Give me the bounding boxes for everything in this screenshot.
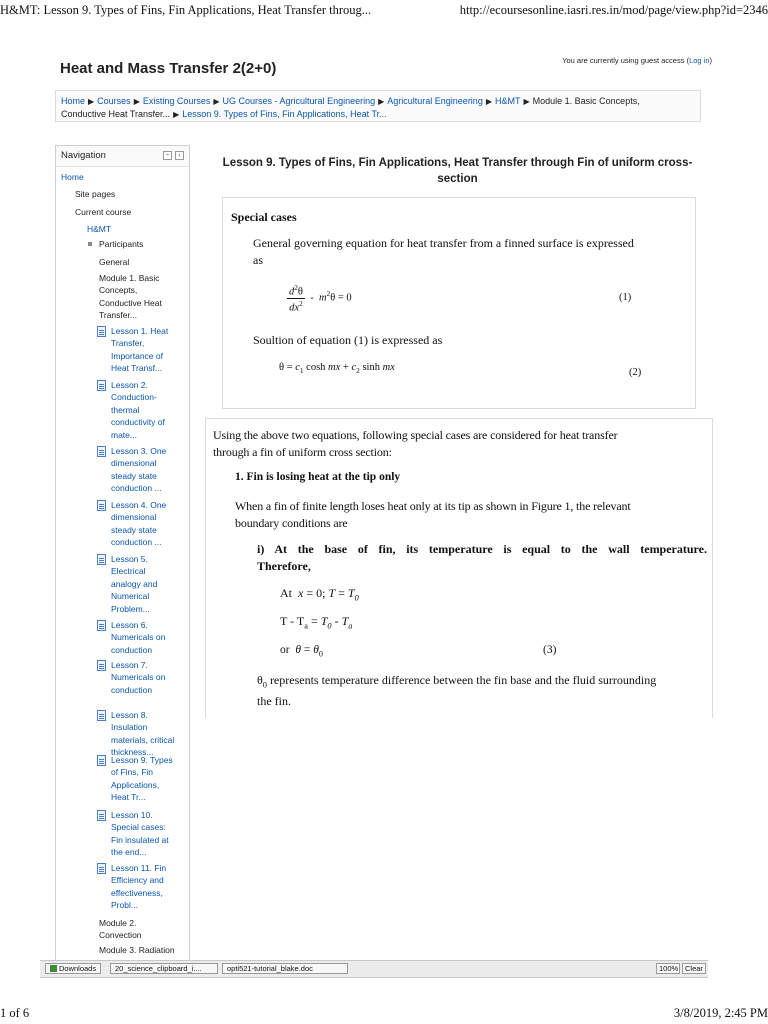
page-icon [97,500,106,511]
nav-lesson-11[interactable] [111,862,166,912]
special-cases-box [222,197,696,409]
breadcrumb: Home ▶ Courses ▶ Existing Courses ▶ UG Courses - Agricultural Engineering ▶ Agricultural Engineering ▶ H&MT ▶ Module 1. Basic Concepts, Conductive Heat Transfer... ▶ Lesson 9. Types of Fins, Fin Applications, Heat Tr... [55,90,701,122]
nav-lesson-1-line: Lesson 1. Heat [111,326,169,336]
bullet-icon [88,242,92,246]
print-datetime: 3/8/2019, 2:45 PM [673,1006,768,1020]
page-count: 1 of 6 [0,1006,30,1020]
case-1-heading: 1. Fin is losing heat at the tip only [235,471,401,483]
nav-module-3-line: Module 3. Radiation [99,945,175,955]
nav-lesson-2-line: thermal [111,404,140,415]
nav-lesson-5[interactable] [111,553,157,615]
login-info: You are currently using guest access (Log in) [562,56,712,65]
nav-module-1-line: Concepts, [99,285,138,296]
case-box [205,418,713,718]
nav-lesson-10-line: Fin insulated at [111,834,169,845]
nav-lesson-10-line: Special cases: [111,822,166,833]
nav-lesson-11-line: Lesson 11. Fin [111,863,167,873]
nav-lesson-2-line: Conduction- [111,392,157,403]
nav-lesson-5-line: analogy and [111,578,158,589]
page-icon [97,326,106,337]
nav-lesson-8-line: thickness... [111,747,154,758]
nav-lesson-9[interactable] [111,754,173,804]
navigation-title: Navigation [61,150,106,161]
breadcrumb-courses[interactable]: Courses [97,96,131,106]
equation-1-number: (1) [619,292,632,303]
nav-lesson-7-line: Numericals on [111,672,166,683]
nav-lesson-5-line: Electrical [111,566,146,577]
nav-lesson-11-line: Probl... [111,900,138,911]
page-icon [97,710,106,721]
nav-lesson-8-line: Lesson 8. [111,710,148,720]
nav-site-pages-line: Site pages [75,189,116,199]
nav-lesson-11-line: effectiveness, [111,887,163,898]
nav-lesson-7-line: Lesson 7. [111,660,148,670]
using-equations-text: Using the above two equations, following special cases are considered for heat transfer through a fin of uniform cross section: [213,428,618,459]
nav-participants[interactable] [99,238,143,250]
downloads-button[interactable]: Downloads [45,963,101,974]
nav-site-pages[interactable] [75,188,115,200]
nav-lesson-1[interactable] [111,325,168,375]
nav-current-course-line: Current course [75,207,132,217]
page-icon [97,554,106,565]
nav-module-2-line: Convection [99,930,142,941]
nav-lesson-2[interactable] [111,379,165,441]
navigation-block [55,145,190,960]
clear-button[interactable]: Clear [682,963,706,974]
nav-lesson-8-line: materials, critical [111,734,175,745]
nav-lesson-2-line: Lesson 2. [111,380,148,390]
page-icon [97,380,106,391]
site-title: Heat and Mass Transfer 2(2+0) [60,60,277,77]
zoom-level[interactable]: 100% [656,963,680,974]
nav-lesson-10[interactable] [111,809,169,859]
nav-general[interactable] [99,256,129,268]
page-icon [97,755,106,766]
nav-lesson-3-line: conduction ... [111,483,162,494]
nav-general-line: General [99,257,130,267]
nav-module-1-line: Transfer... [99,310,137,321]
breadcrumb-hmt[interactable]: H&MT [494,96,521,106]
breadcrumb-existing-courses[interactable]: Existing Courses [142,96,211,106]
nav-module-2[interactable] [99,917,142,942]
minimize-icon[interactable]: − [163,151,172,160]
download-item-clipboard[interactable]: 20_science_clipboard_i.... [110,963,218,974]
breadcrumb-agricultural-engineering[interactable]: Agricultural Engineering [387,96,483,106]
nav-lesson-1-line: Heat Transf... [111,363,163,374]
nav-module-1-line: Module 1. Basic [99,273,160,283]
page-icon [97,446,106,457]
nav-lesson-4[interactable] [111,499,166,549]
nav-lesson-6[interactable] [111,619,165,656]
nav-lesson-4-line: conduction ... [111,537,162,548]
nav-module-1-line: Conductive Heat [99,297,162,308]
theta-description: $\theta_0$ represents temperature difference between the fin base and the fluid surrounding the fin. [257,673,657,709]
print-header [0,3,768,21]
downloads-bar [40,960,708,978]
download-item-tutorial[interactable]: opti521-tutorial_blake.doc [222,963,348,974]
equation-2: $\theta = c_1$ cosh mx + $c_2$ sinh mx [279,362,395,376]
nav-lesson-3[interactable] [111,445,166,495]
download-icon [50,965,57,972]
case-1-description: When a fin of finite length loses heat only at its tip as shown in Figure 1, the relevant boundary conditions are [235,499,631,530]
equation-2-number: (2) [629,367,642,378]
nav-lesson-4-line: dimensional [111,512,157,523]
breadcrumb-module: Module 1. Basic Concepts, [532,96,640,106]
nav-course-hmt-line: H&MT [87,224,112,234]
nav-lesson-3-line: dimensional [111,458,157,469]
page-icon [97,620,106,631]
nav-home[interactable] [61,171,84,183]
nav-lesson-10-line: Lesson 10. [111,810,153,820]
breadcrumb-module-cont: Conductive Heat Transfer... [61,109,171,119]
print-footer [0,1006,768,1024]
nav-lesson-6-line: Lesson 6. [111,620,148,630]
nav-lesson-7-line: conduction [111,684,153,695]
lesson-title: Lesson 9. Types of Fins, Fin Applications, Heat Transfer through Fin of uniform cross- section [222,157,693,185]
nav-module-2-line: Module 2. [99,918,137,928]
nav-lesson-2-line: mate... [111,429,137,440]
nav-module-3[interactable] [99,944,175,956]
print-page-url: http://ecoursesonline.iasri.res.in/mod/page/view.php?id=2346 [459,3,768,17]
nav-lesson-8-line: Insulation [111,722,148,733]
nav-lesson-3-line: steady state [111,470,157,481]
dock-icon[interactable]: ‹ [175,151,184,160]
nav-lesson-9-line: of Fins, Fin [111,767,154,778]
special-cases-heading: Special cases [231,210,297,224]
nav-home-line: Home [61,172,84,182]
nav-lesson-9-line: Applications, [111,779,160,790]
nav-lesson-11-line: Efficiency and [111,875,164,886]
nav-lesson-8[interactable] [111,709,174,759]
breadcrumb-ug-courses[interactable]: UG Courses - Agricultural Engineering [222,96,376,106]
breadcrumb-lesson-9[interactable]: Lesson 9. Types of Fins, Fin Applications, Heat Tr... [182,109,387,119]
boundary-condition-2: $T - T_a = T_0 - T_a$ [280,614,353,631]
nav-lesson-1-line: Transfer, [111,338,145,349]
equation-1: $\frac{d^2\theta}{dx^2}$ - $m^2\theta = 0$ [289,283,352,313]
boundary-condition-1: At x = 0; $T = T_0$ [280,586,359,603]
nav-lesson-5-line: Problem... [111,603,150,614]
nav-course-hmt[interactable] [87,223,111,235]
nav-lesson-4-line: steady state [111,524,157,535]
nav-lesson-5-line: Numerical [111,591,150,602]
nav-current-course[interactable] [75,206,131,218]
nav-lesson-2-line: conductivity of [111,417,165,428]
nav-lesson-6-line: Numericals on [111,632,166,643]
login-link[interactable]: Log in [689,56,710,65]
solution-text: Soultion of equation (1) is expressed as [253,333,443,347]
nav-lesson-6-line: conduction [111,644,153,655]
nav-lesson-5-line: Lesson 5. [111,554,148,564]
print-page-title: H&MT: Lesson 9. Types of Fins, Fin Applications, Heat Transfer throug... [0,3,372,17]
nav-participants-line: Participants [99,239,144,249]
nav-lesson-10-line: the end... [111,847,147,858]
navigation-header [56,146,189,167]
nav-lesson-9-line: Lesson 9. Types [111,755,173,765]
nav-lesson-1-line: Importance of [111,350,163,361]
governing-equation-text: General governing equation for heat transfer from a finned surface is expressed as [253,236,634,267]
nav-module-1[interactable] [99,272,162,322]
page-icon [97,660,106,671]
nav-lesson-9-line: Heat Tr... [111,792,146,803]
nav-lesson-3-line: Lesson 3. One [111,446,167,456]
condition-i: i) At the base of fin, its temperature is equal to the wall temperature. Therefore, [257,542,707,573]
page-icon [97,863,106,874]
page-icon [97,810,106,821]
nav-lesson-4-line: Lesson 4. One [111,500,167,510]
boundary-condition-3: or $\theta = \theta_0$ [280,644,323,659]
equation-3-number: (3) [543,644,557,656]
nav-lesson-7[interactable] [111,659,165,696]
breadcrumb-home[interactable]: Home [61,96,86,106]
